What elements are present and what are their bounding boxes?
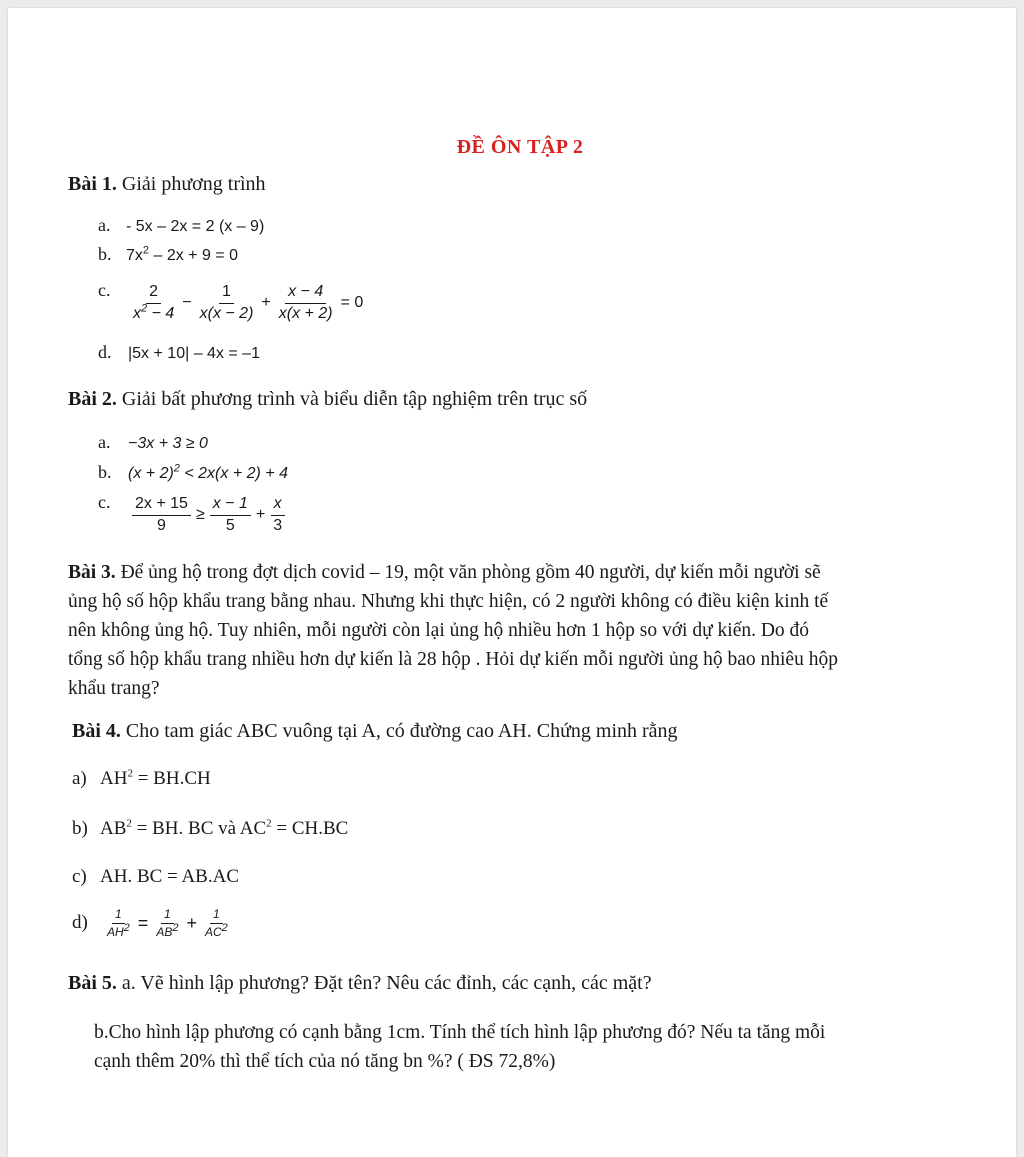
numerator: 1 [219, 284, 234, 304]
operator: + [186, 912, 197, 933]
bai2-heading [68, 388, 587, 411]
denominator [153, 921, 181, 939]
ineq-part: (x + 2) [128, 465, 174, 482]
item-label: a. [98, 432, 111, 452]
denominator: 3 [273, 516, 283, 534]
fraction [210, 496, 251, 535]
exponent: 2 [123, 921, 130, 934]
inequality [130, 496, 287, 535]
numerator: x [271, 496, 285, 516]
bai1-text: Giải phương trình [121, 173, 266, 195]
numerator: 1 [161, 908, 174, 924]
numerator: 1 [210, 908, 223, 924]
item-label: c. [98, 492, 111, 512]
bai1-label: Bài 1. [68, 173, 117, 195]
bai5-line: cạnh thêm 20% thì thể tích của nó tăng bn %? ( ĐS 72,8%) [94, 1051, 556, 1072]
bai5-line: b.Cho hình lập phương có cạnh bằng 1cm. Tính thể tích hình lập phương đó? Nếu ta tăng mỗi [94, 1022, 826, 1043]
operator: ≥ [195, 506, 205, 524]
bai1-heading [68, 173, 266, 196]
fraction [132, 496, 191, 535]
statement: AH. BC = AB.AC [100, 866, 239, 887]
den-part: AB [156, 924, 173, 939]
numerator: x − 1 [210, 496, 251, 516]
den-part: − 4 [147, 304, 175, 322]
denominator [202, 921, 231, 939]
bai3-line [68, 558, 838, 587]
numerator: x − 4 [285, 284, 326, 304]
fraction [270, 496, 285, 535]
bai5-label: Bài 5. [68, 972, 117, 994]
numerator: 2x + 15 [132, 496, 191, 516]
inequality: −3x + 3 ≥ 0 [128, 435, 208, 452]
bai2-label: Bài 2. [68, 388, 117, 410]
bai2-item-b [98, 462, 288, 483]
numerator: 2 [146, 284, 161, 304]
stmt-part: = BH. BC và AC [131, 818, 267, 839]
stmt-part: = CH.BC [271, 818, 349, 839]
item-label: d) [72, 912, 88, 934]
den-part: x [133, 304, 141, 322]
right-hand-side: = 0 [340, 294, 364, 312]
exponent: 2 [126, 817, 132, 830]
exponent: 2 [172, 921, 179, 934]
item-label: c. [98, 280, 111, 300]
item-label: a. [98, 215, 111, 235]
denominator: x(x − 2) [199, 304, 254, 322]
fraction [202, 908, 231, 938]
bai3-paragraph [68, 558, 838, 703]
exponent: 2 [127, 767, 133, 780]
den-part: AH [107, 924, 124, 939]
bai4-label: Bài 4. [72, 720, 121, 742]
bai5-heading [68, 972, 652, 995]
bai4-heading [72, 720, 678, 743]
item-label: d. [98, 342, 112, 362]
ineq-part: < 2x(x + 2) + 4 [179, 465, 288, 482]
bai4-item-c [72, 866, 239, 888]
bai1-item-a [98, 215, 264, 236]
item-label: c) [72, 866, 87, 887]
item-label: a) [72, 768, 87, 789]
bai3-line: khẩu trang? [68, 678, 160, 699]
bai5-part-b [94, 1018, 825, 1076]
stmt-part: AH [100, 768, 128, 789]
denominator [104, 921, 133, 939]
exponent: 2 [221, 921, 228, 934]
stmt-part: AB [100, 818, 127, 839]
statement [100, 818, 348, 839]
equation: - 5x – 2x = 2 (x – 9) [126, 218, 265, 235]
bai3-line: tổng số hộp khẩu trang nhiều hơn dự kiến là 28 hộp . Hỏi dự kiến mỗi người ủng hộ bao nhiêu hộp [68, 649, 838, 670]
bai2-item-a [98, 432, 208, 453]
bai4-text: Cho tam giác ABC vuông tại A, có đường cao AH. Chứng minh rằng [125, 720, 678, 742]
document-title: ĐỀ ÔN TẬP 2 [456, 136, 584, 158]
fraction [197, 284, 257, 323]
operator: = [137, 912, 149, 933]
eq-part: – 2x + 9 = 0 [149, 247, 238, 264]
den-part: AC [204, 924, 222, 939]
fraction [104, 908, 133, 938]
bai4-item-b [72, 818, 348, 840]
numerator: 1 [112, 908, 125, 924]
operator: + [261, 294, 271, 312]
denominator: x(x + 2) [278, 304, 333, 322]
statement [100, 768, 211, 789]
bai4-item-d [72, 908, 233, 938]
fraction [153, 908, 181, 938]
fraction [276, 284, 336, 323]
item-label: b. [98, 244, 112, 264]
bai3-line: ủng hộ số hộp khẩu trang bằng nhau. Nhưng khi thực hiện, có 2 người không có điều kiện kinh tế [68, 591, 829, 612]
bai1-item-c [98, 280, 366, 323]
denominator [130, 304, 177, 323]
bai1-item-b [98, 244, 238, 265]
denominator: 9 [157, 516, 166, 534]
exponent: 2 [142, 244, 150, 257]
line-text: Để ủng hộ trong đợt dịch covid – 19, một văn phòng gồm 40 người, dự kiến mỗi người sẽ [120, 562, 821, 583]
document-page [8, 8, 1016, 1157]
fraction [130, 284, 177, 323]
exponent: 2 [266, 817, 272, 830]
bai4-item-a [72, 768, 211, 790]
inequality [128, 462, 288, 482]
item-label: b) [72, 818, 88, 839]
exponent: 2 [141, 302, 148, 315]
equation [126, 244, 238, 264]
equation [128, 284, 366, 323]
eq-part: 7x [126, 247, 143, 264]
bai3-line: nên không ủng hộ. Tuy nhiên, mỗi người còn lại ủng hộ nhiều hơn 1 hộp so với dự kiến. Do đó [68, 620, 810, 641]
denominator: 5 [225, 516, 235, 534]
bai2-text: Giải bất phương trình và biểu diễn tập nghiệm trên trục số [121, 388, 588, 410]
bai2-item-c [98, 492, 287, 535]
bai5-text-a: a. Vẽ hình lập phương? Đặt tên? Nêu các đỉnh, các cạnh, các mặt? [121, 972, 652, 994]
statement [102, 908, 233, 938]
operator: + [255, 506, 266, 524]
equation: |5x + 10| – 4x = –1 [128, 345, 260, 362]
operator: − [182, 294, 192, 312]
exponent: 2 [173, 462, 180, 475]
stmt-part: = BH.CH [132, 768, 211, 789]
bai1-item-d [98, 342, 260, 363]
item-label: b. [98, 462, 112, 482]
bai3-label: Bài 3. [68, 562, 116, 583]
